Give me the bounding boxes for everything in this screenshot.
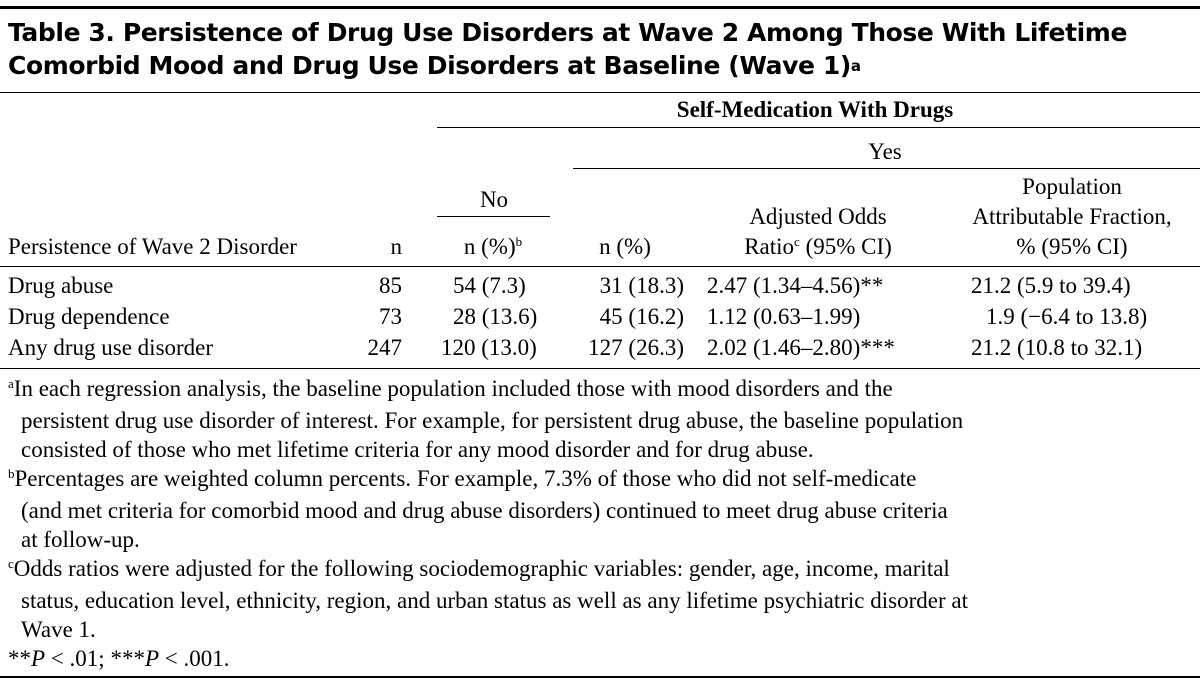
header-aor-line-1: Adjusted Odds: [749, 204, 887, 229]
title-line-2: Comorbid Mood and Drug Use Disorders at Baseline (Wave 1)$^a$: [8, 51, 861, 80]
header-rule: [0, 266, 1200, 267]
footnote-a-line-1: $^a$In each regression analysis, the baseline population included those with mood disorders and the: [8, 376, 893, 401]
self-medication-rule: [437, 127, 1200, 128]
no-rule: [437, 216, 550, 217]
footnote-b-line-3: at follow-up.: [21, 527, 140, 552]
header-aor-line-2: Ratio$^c$ (95% CI): [744, 234, 892, 259]
footnote-c-line-3: Wave 1.: [21, 617, 96, 642]
row-yes-n-pct: 31 (18.3): [599, 273, 684, 298]
footnote-b-line-1: $^b$Percentages are weighted column percents. For example, 7.3% of those who did not self-medicate: [8, 466, 917, 491]
header-paf-line-2: Attributable Fraction,: [972, 204, 1172, 229]
row-paf: 21.2 (10.8 to 32.1): [971, 335, 1143, 360]
row-yes-n-pct: 45 (16.2): [599, 304, 684, 329]
row-n: 247: [367, 335, 402, 360]
header-no: No: [479, 187, 509, 212]
footnote-c-line-2: status, education level, ethnicity, region, and urban status as well as any lifetime psychiatric disorder at: [21, 588, 968, 613]
table-title: [8, 16, 1193, 86]
header-disorder: Persistence of Wave 2 Disorder: [8, 234, 297, 259]
row-n: 73: [379, 304, 402, 329]
row-aor: 2.02 (1.46–2.80)***: [707, 335, 895, 360]
row-disorder: Drug abuse: [8, 273, 114, 298]
row-paf: 1.9 (−6.4 to 13.8): [986, 304, 1148, 329]
footnote-b-line-2: (and met criteria for comorbid mood and drug abuse disorders) continued to meet drug abuse criteria: [21, 498, 948, 523]
footnote-significance: **P < .01; ***P < .001.: [8, 646, 230, 671]
header-paf-line-3: % (95% CI): [1016, 234, 1128, 259]
top-rule: [0, 6, 1200, 9]
header-self-medication: Self-Medication With Drugs: [676, 97, 954, 122]
title-rule: [0, 92, 1200, 93]
row-disorder: Drug dependence: [8, 304, 170, 329]
footnote-a-line-2: persistent drug use disorder of interest. For example, for persistent drug abuse, the baseline population: [21, 408, 964, 433]
row-no-n-pct: 28 (13.6): [453, 304, 538, 329]
header-paf-line-1: Population: [1022, 174, 1122, 199]
footnote-a-line-3: consisted of those who met lifetime criteria for any mood disorder and for drug abuse.: [21, 437, 814, 462]
body-rule: [0, 368, 1200, 369]
title-line-1: Table 3. Persistence of Drug Use Disorders at Wave 2 Among Those With Lifetime: [8, 18, 1128, 47]
row-aor: 1.12 (0.63–1.99): [707, 304, 861, 329]
header-no-n-pct: n (%)$^b$: [463, 234, 523, 259]
row-no-n-pct: 54 (7.3): [453, 273, 526, 298]
row-n: 85: [379, 273, 402, 298]
row-aor: 2.47 (1.34–4.56)**: [707, 273, 884, 298]
footnote-c-line-1: $^c$Odds ratios were adjusted for the following sociodemographic variables: gender, age, income, marital: [8, 556, 950, 581]
title-footnote-mark: a: [850, 57, 861, 75]
bottom-rule: [0, 676, 1200, 678]
row-disorder: Any drug use disorder: [8, 335, 214, 360]
row-paf: 21.2 (5.9 to 39.4): [971, 273, 1131, 298]
yes-rule: [573, 168, 1200, 169]
row-yes-n-pct: 127 (26.3): [588, 335, 684, 360]
header-yes-n-pct: n (%): [599, 234, 651, 259]
header-yes: Yes: [868, 139, 902, 164]
header-n: n: [390, 234, 402, 259]
footnotes: [8, 374, 1193, 673]
row-no-n-pct: 120 (13.0): [441, 335, 537, 360]
